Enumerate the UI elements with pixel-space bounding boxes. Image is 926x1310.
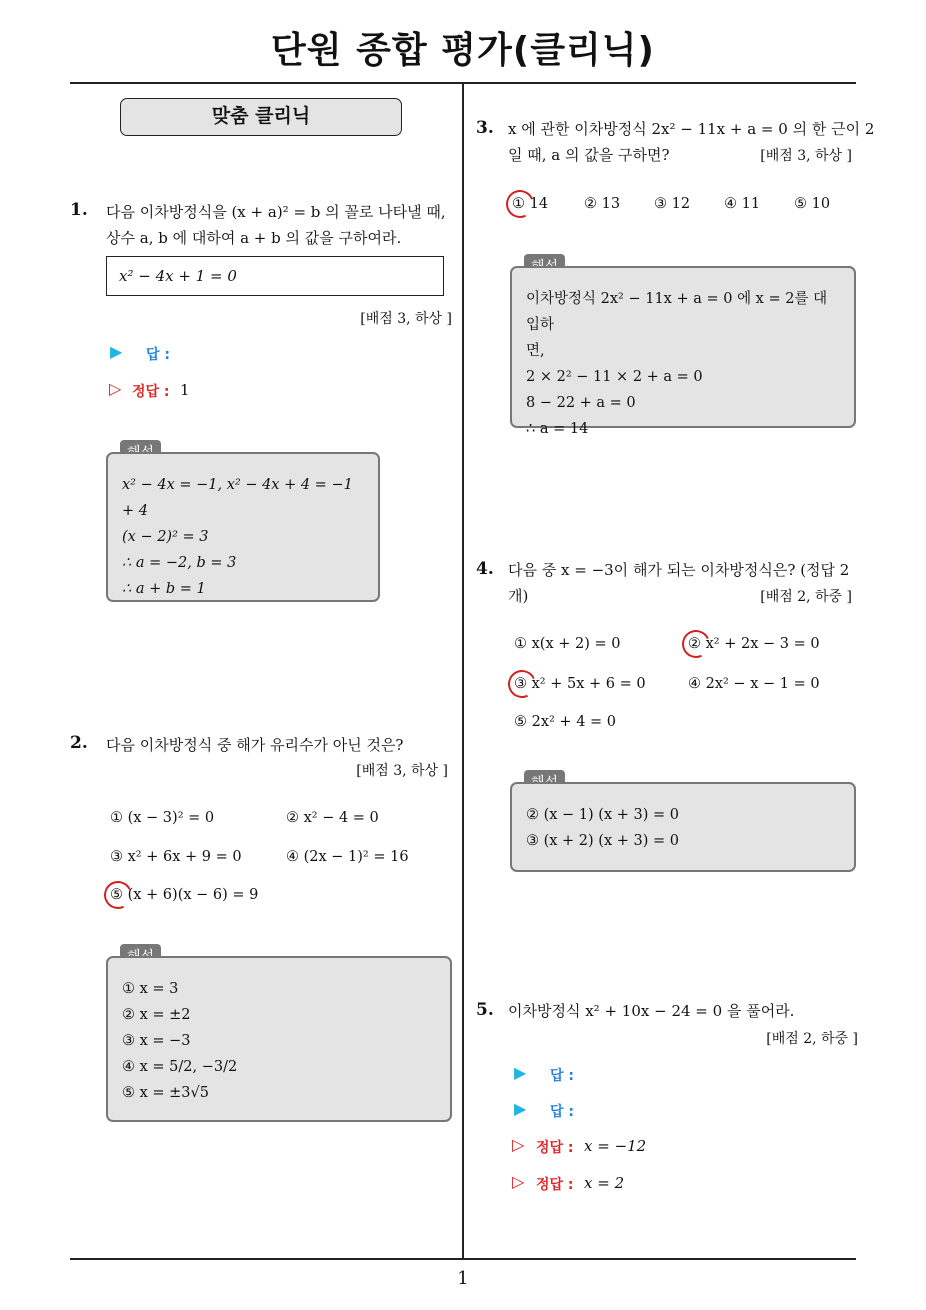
q2-choice-5: ⑤ (x + 6)(x − 6) = 9 bbox=[110, 887, 259, 903]
q2-explanation-line: ② x = ±2 bbox=[122, 1007, 191, 1023]
q5-correct-value: x = 2 bbox=[584, 1174, 625, 1192]
correct-triangle-icon: ▷ bbox=[512, 1135, 525, 1154]
q2-explanation-box bbox=[106, 956, 452, 1122]
q4-choice-4: ④ 2x² − x − 1 = 0 bbox=[688, 676, 820, 692]
q1-equation-box: x² − 4x + 1 = 0 bbox=[106, 256, 444, 296]
page-number: 1 bbox=[457, 1268, 469, 1289]
q2-explanation-line: ④ x = 5/2, −3/2 bbox=[122, 1059, 238, 1075]
q2-choice-3: ③ x² + 6x + 9 = 0 bbox=[110, 849, 242, 865]
q4-text-line2: 개) bbox=[508, 587, 529, 605]
q3-choice-2: ② 13 bbox=[584, 196, 621, 212]
q4-explanation-box bbox=[510, 782, 856, 872]
q3-text-line2: 일 때, a 의 값을 구하면? bbox=[508, 146, 670, 164]
q2-explanation-line: ⑤ x = ±3√5 bbox=[122, 1085, 209, 1101]
answer-mark-icon bbox=[100, 877, 136, 913]
q2-choice-4: ④ (2x − 1)² = 16 bbox=[286, 849, 409, 865]
q2-score: [배점 3, 하상 ] bbox=[356, 763, 448, 779]
q4-explanation-line: ③ (x + 2) (x + 3) = 0 bbox=[526, 833, 679, 849]
q4-choice-5: ⑤ 2x² + 4 = 0 bbox=[514, 714, 617, 730]
q4-number: 4. bbox=[476, 559, 494, 579]
q1-explanation-box bbox=[106, 452, 380, 602]
answer-mark-icon bbox=[678, 626, 714, 662]
q2-choice-2: ② x² − 4 = 0 bbox=[286, 810, 379, 826]
answer-triangle-icon: ▶ bbox=[110, 342, 123, 361]
q3-number: 3. bbox=[476, 118, 494, 138]
q1-explanation-line: ∴ a + b = 1 bbox=[122, 581, 206, 597]
q1-correct-value: 1 bbox=[180, 381, 190, 399]
bottom-divider bbox=[70, 1258, 856, 1260]
q2-explanation-line: ① x = 3 bbox=[122, 981, 179, 997]
q1-explanation-line: x² − 4x = −1, x² − 4x + 4 = −1 + 4 bbox=[122, 477, 353, 519]
q3-choice-1: ① 14 bbox=[512, 196, 549, 212]
q4-text-line1: 다음 중 x = −3이 해가 되는 이차방정식은? (정답 2 bbox=[508, 561, 850, 579]
q3-text-line1: x 에 관한 이차방정식 2x² − 11x + a = 0 의 한 근이 2 bbox=[508, 120, 875, 138]
q3-explanation-line: 면, bbox=[526, 343, 545, 359]
q3-explanation-line: 이차방정식 2x² − 11x + a = 0 에 x = 2를 대입하 bbox=[526, 291, 828, 333]
q2-explanation-line: ③ x = −3 bbox=[122, 1033, 191, 1049]
q1-correct-label: 정답 : bbox=[132, 384, 170, 400]
q5-text: 이차방정식 x² + 10x − 24 = 0 을 풀어라. bbox=[508, 1002, 795, 1020]
q1-text-line1: 다음 이차방정식을 (x + a)² = b 의 꼴로 나타낼 때, bbox=[106, 203, 446, 221]
q5-correct-label: 정답 : bbox=[536, 1140, 574, 1156]
answer-mark-icon bbox=[504, 666, 540, 702]
q3-explanation-box bbox=[510, 266, 856, 437]
q3-choice-3: ③ 12 bbox=[654, 196, 691, 212]
q1-number: 1. bbox=[70, 200, 88, 220]
page-title: 단원 종합 평가(클리닉) bbox=[271, 30, 655, 71]
q3-explanation-line: ∴ a = 14 bbox=[526, 421, 589, 437]
q1-explanation-line: ∴ a = −2, b = 3 bbox=[122, 555, 237, 571]
q1-score: [배점 3, 하상 ] bbox=[360, 311, 452, 327]
q3-score: [배점 3, 하상 ] bbox=[760, 148, 852, 164]
q4-choice-3: ③ x² + 5x + 6 = 0 bbox=[514, 676, 646, 692]
q1-text-line2: 상수 a, b 에 대하여 a + b 의 값을 구하여라. bbox=[106, 229, 402, 247]
q1-explanation-line: (x − 2)² = 3 bbox=[122, 529, 209, 545]
section-title: 맞춤 클리닉 bbox=[120, 98, 402, 136]
q2-number: 2. bbox=[70, 733, 88, 753]
correct-triangle-icon: ▷ bbox=[512, 1172, 525, 1191]
q1-answer-label: 답 : bbox=[146, 347, 170, 363]
q4-explanation-line: ② (x − 1) (x + 3) = 0 bbox=[526, 807, 679, 823]
q5-answer-label: 답 : bbox=[550, 1104, 574, 1120]
q4-choice-2: ② x² + 2x − 3 = 0 bbox=[688, 636, 820, 652]
q3-choice-4: ④ 11 bbox=[724, 196, 761, 212]
answer-triangle-icon: ▶ bbox=[514, 1063, 527, 1082]
column-divider bbox=[462, 84, 464, 1258]
q4-choice-1: ① x(x + 2) = 0 bbox=[514, 636, 621, 652]
q5-answer-label: 답 : bbox=[550, 1068, 574, 1084]
q3-choice-5: ⑤ 10 bbox=[794, 196, 831, 212]
answer-mark-icon bbox=[502, 186, 538, 222]
q4-score: [배점 2, 하중 ] bbox=[760, 589, 852, 605]
q5-correct-value: x = −12 bbox=[584, 1137, 647, 1155]
answer-triangle-icon: ▶ bbox=[514, 1099, 527, 1118]
q3-explanation-line: 2 × 2² − 11 × 2 + a = 0 bbox=[526, 369, 703, 385]
q5-number: 5. bbox=[476, 1000, 494, 1020]
q2-choice-1: ① (x − 3)² = 0 bbox=[110, 810, 215, 826]
q5-correct-label: 정답 : bbox=[536, 1177, 574, 1193]
q3-explanation-line: 8 − 22 + a = 0 bbox=[526, 395, 636, 411]
correct-triangle-icon: ▷ bbox=[109, 379, 122, 398]
q2-text: 다음 이차방정식 중 해가 유리수가 아닌 것은? bbox=[106, 736, 404, 754]
q5-score: [배점 2, 하중 ] bbox=[766, 1031, 858, 1047]
